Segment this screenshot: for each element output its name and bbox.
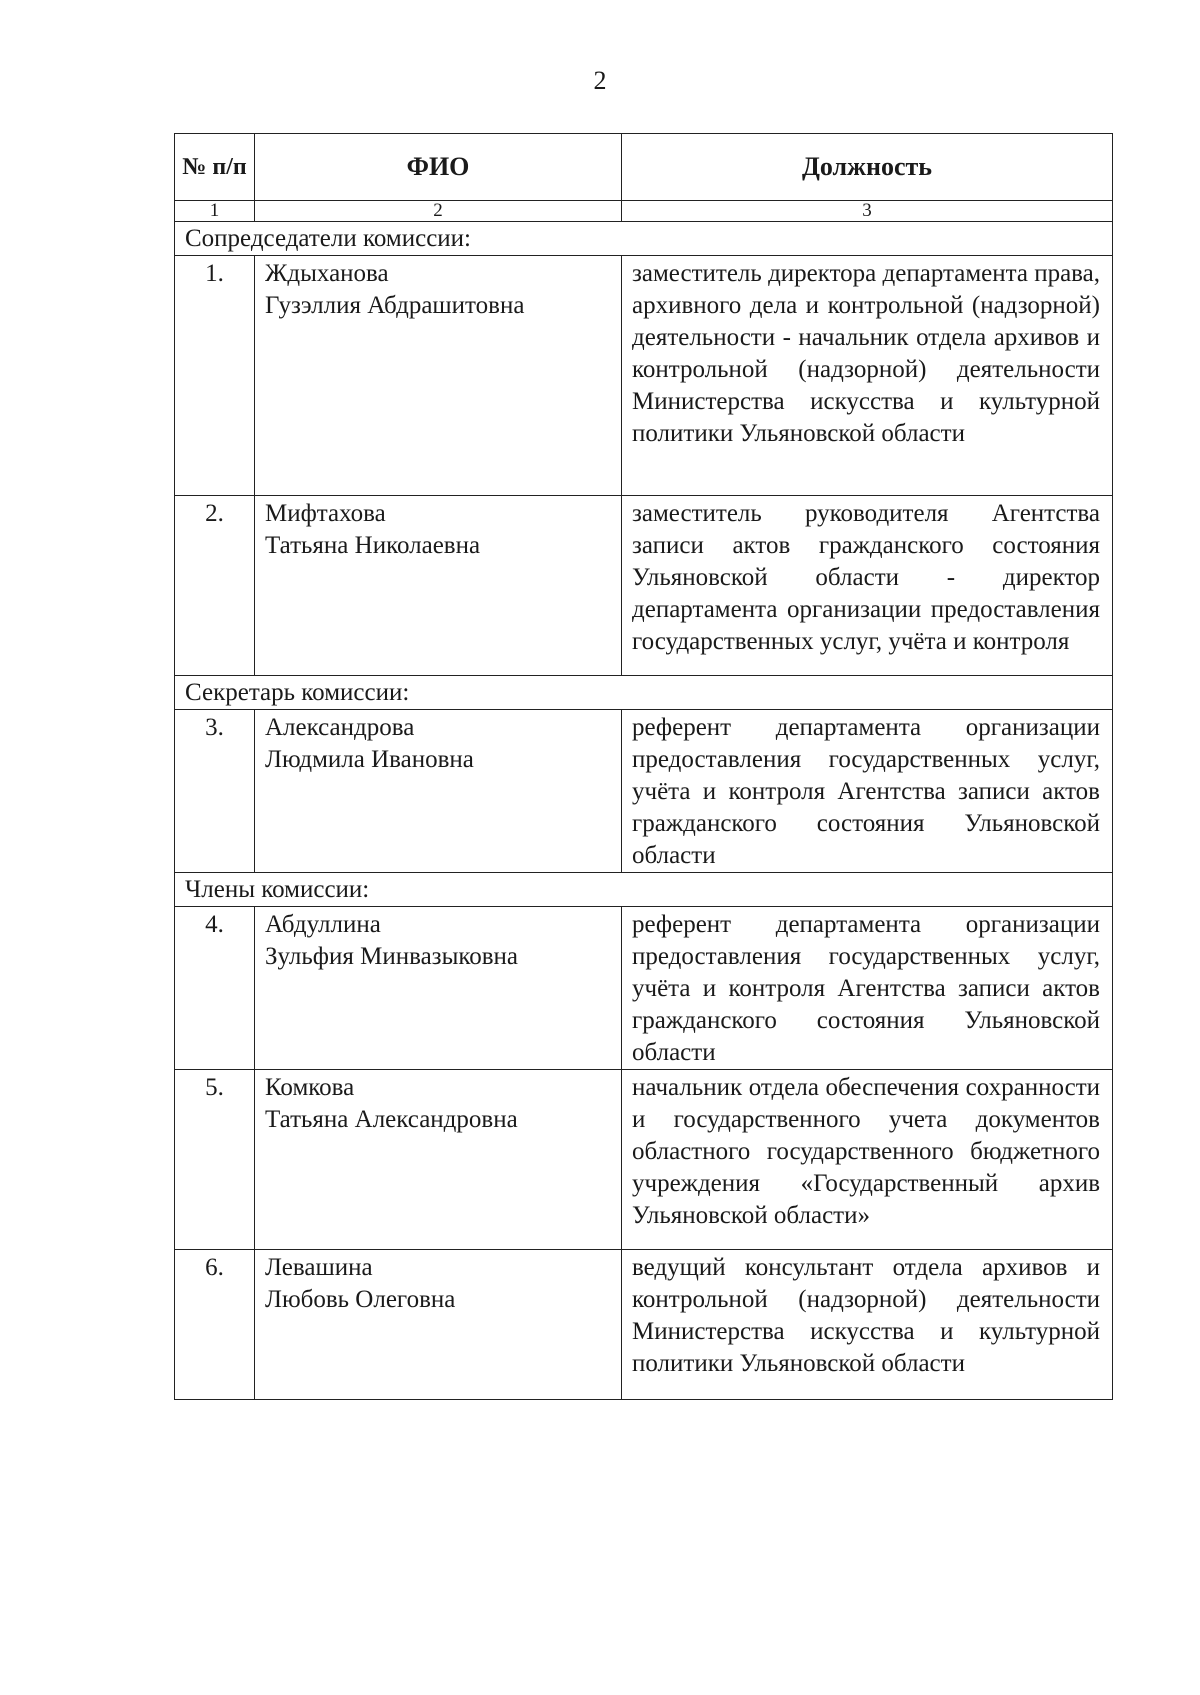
table-row xyxy=(175,710,1113,873)
member-given-names: Татьяна Николаевна xyxy=(265,532,481,559)
member-surname: Александрова xyxy=(265,714,415,741)
member-position: ведущий консультант отдела архивов и контрольной (надзорной) деятельности Министерства искусства и культурной политики Ульяновской области xyxy=(622,1250,1113,1400)
section-row xyxy=(175,222,1113,256)
member-surname: Левашина xyxy=(265,1254,373,1281)
member-name xyxy=(255,496,622,676)
row-number: 3. xyxy=(175,710,255,873)
section-title: Сопредседатели комиссии: xyxy=(175,222,1113,256)
header-num: № п/п xyxy=(175,134,255,201)
member-name xyxy=(255,1070,622,1250)
row-number: 1. xyxy=(175,256,255,496)
member-position: начальник отдела обеспечения сохранности и государственного учета документов областного государственного бюджетного учреждения «Государственный архив Ульяновской области» xyxy=(622,1070,1113,1250)
member-position: референт департамента организации предоставления государственных услуг, учёта и контроля Агентства записи актов гражданского состояния Ульяновской области xyxy=(622,710,1113,873)
row-number: 6. xyxy=(175,1250,255,1400)
page-number: 2 xyxy=(593,66,607,95)
row-number: 4. xyxy=(175,907,255,1070)
member-position: заместитель директора департамента права, архивного дела и контрольной (надзорной) деятельности - начальник отдела архивов и контрольной (надзорной) деятельности Министерства искусства и культурной политики Ульяновской области xyxy=(622,256,1113,496)
member-surname: Мифтахова xyxy=(265,500,386,527)
section-row xyxy=(175,873,1113,907)
member-given-names: Татьяна Александровна xyxy=(265,1106,518,1133)
member-position: референт департамента организации предоставления государственных услуг, учёта и контроля Агентства записи актов гражданского состояния Ульяновской области xyxy=(622,907,1113,1070)
table-row xyxy=(175,1250,1113,1400)
member-given-names: Зульфия Минвазыковна xyxy=(265,943,519,970)
member-surname: Ждыханова xyxy=(265,260,389,287)
table-row xyxy=(175,496,1113,676)
member-surname: Комкова xyxy=(265,1074,355,1101)
row-number: 2. xyxy=(175,496,255,676)
column-number: 3 xyxy=(622,201,1113,222)
column-numbers-row xyxy=(175,201,1113,222)
table-row xyxy=(175,1070,1113,1250)
member-given-names: Гузэллия Абдрашитовна xyxy=(265,292,525,319)
row-number: 5. xyxy=(175,1070,255,1250)
member-name xyxy=(255,256,622,496)
member-name xyxy=(255,907,622,1070)
section-title: Члены комиссии: xyxy=(175,873,1113,907)
header-fio: ФИО xyxy=(255,134,622,201)
member-position: заместитель руководителя Агентства записи актов гражданского состояния Ульяновской области - директор департамента организации предоставления государственных услуг, учёта и контроля xyxy=(622,496,1113,676)
section-title: Секретарь комиссии: xyxy=(175,676,1113,710)
section-row xyxy=(175,676,1113,710)
member-name xyxy=(255,1250,622,1400)
member-name xyxy=(255,710,622,873)
table-row xyxy=(175,256,1113,496)
member-surname: Абдуллина xyxy=(265,911,381,938)
member-given-names: Людмила Ивановна xyxy=(265,746,474,773)
table-row xyxy=(175,907,1113,1070)
column-number: 2 xyxy=(255,201,622,222)
column-number: 1 xyxy=(175,201,255,222)
commission-members-table xyxy=(174,133,1113,1400)
header-position: Должность xyxy=(622,134,1113,201)
table-header-row xyxy=(175,134,1113,201)
member-given-names: Любовь Олеговна xyxy=(265,1286,456,1313)
